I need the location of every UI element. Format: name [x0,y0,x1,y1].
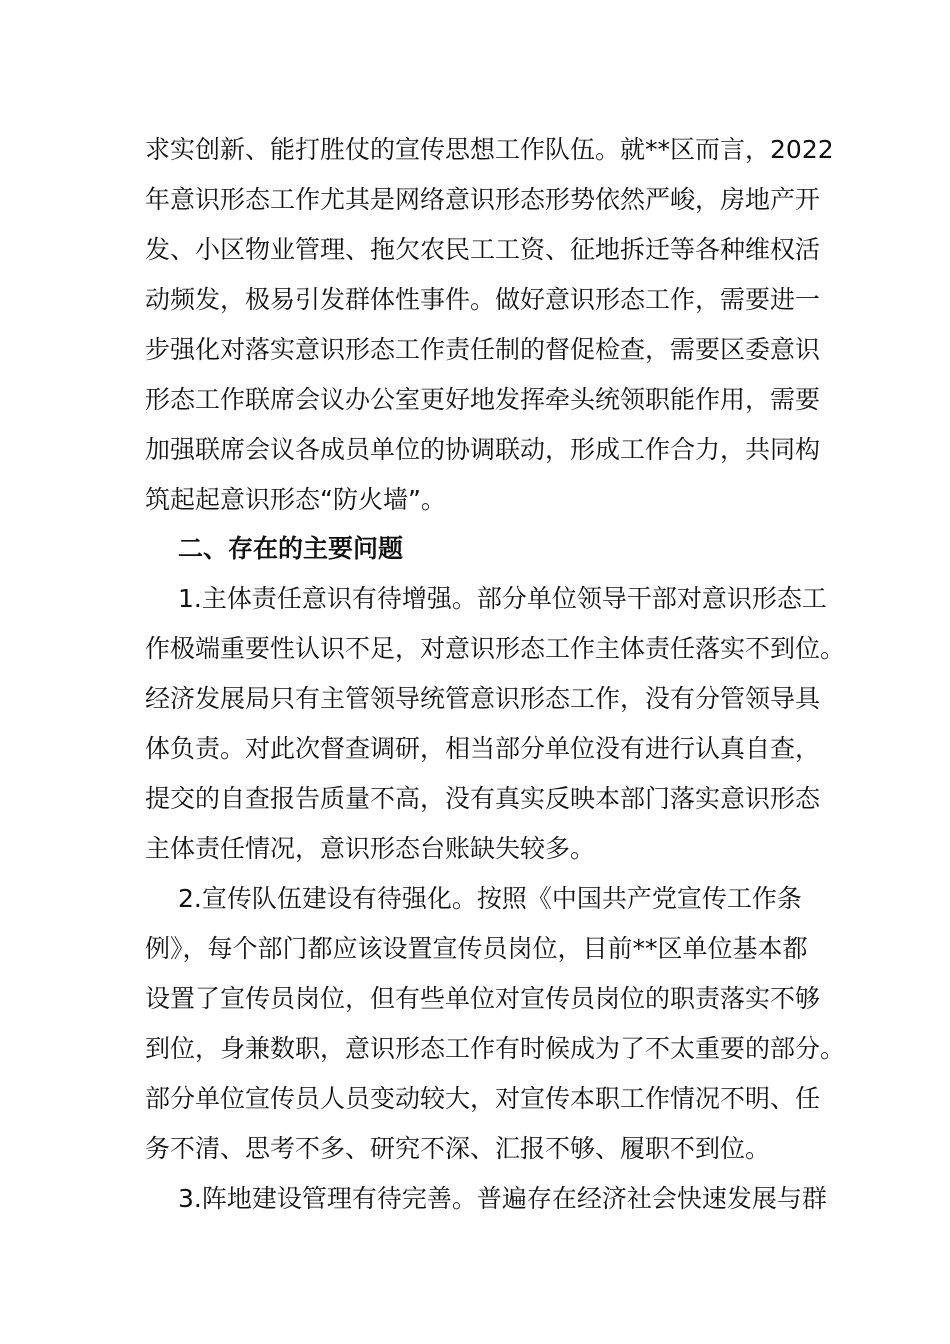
paragraph-first-line: 2.宣传队伍建设有待强化。按照《中国共产党宣传工作条 [178,884,802,913]
text-line: 筑起起意识形态“防火墙”。 [145,485,446,514]
text-line: 形态工作联席会议办公室更好地发挥牵头统领职能作用，需要 [145,385,821,414]
section-heading: 二、存在的主要问题 [178,534,404,563]
text-line: 动频发，极易引发群体性事件。做好意识形态工作，需要进一 [145,285,821,314]
text-line: 部分单位宣传员人员变动较大，对宣传本职工作情况不明、任 [145,1084,821,1113]
text-line: 加强联席会议各成员单位的协调联动，形成工作合力，共同构 [145,435,821,464]
paragraph-first-line: 3.阵地建设管理有待完善。普遍存在经济社会快速发展与群 [178,1184,827,1213]
text-line: 设置了宣传员岗位，但有些单位对宣传员岗位的职责落实不够 [145,984,821,1013]
text-line: 经济发展局只有主管领导统管意识形态工作，没有分管领导具 [145,684,821,713]
text-line: 到位，身兼数职，意识形态工作有时候成为了不太重要的部分。 [145,1034,846,1063]
text-line: 体负责。对此次督查调研，相当部分单位没有进行认真自查， [145,734,821,763]
text-line: 例》，每个部门都应该设置宣传员岗位，目前**区单位基本都 [145,934,808,963]
text-line: 求实创新、能打胜仗的宣传思想工作队伍。就**区而言，2022 [145,135,834,164]
paragraph-first-line: 1.主体责任意识有待增强。部分单位领导干部对意识形态工 [178,584,827,613]
text-line: 步强化对落实意识形态工作责任制的督促检查，需要区委意识 [145,335,821,364]
text-line: 年意识形态工作尤其是网络意识形态形势依然严峻，房地产开 [145,185,821,214]
text-line: 发、小区物业管理、拖欠农民工工资、征地拆迁等各种维权活 [145,235,821,264]
text-line: 务不清、思考不多、研究不深、汇报不够、履职不到位。 [145,1134,771,1163]
text-line: 作极端重要性认识不足，对意识形态工作主体责任落实不到位。 [145,634,846,663]
text-line: 提交的自查报告质量不高，没有真实反映本部门落实意识形态 [145,784,821,813]
text-line: 主体责任情况，意识形态台账缺失较多。 [145,834,596,863]
